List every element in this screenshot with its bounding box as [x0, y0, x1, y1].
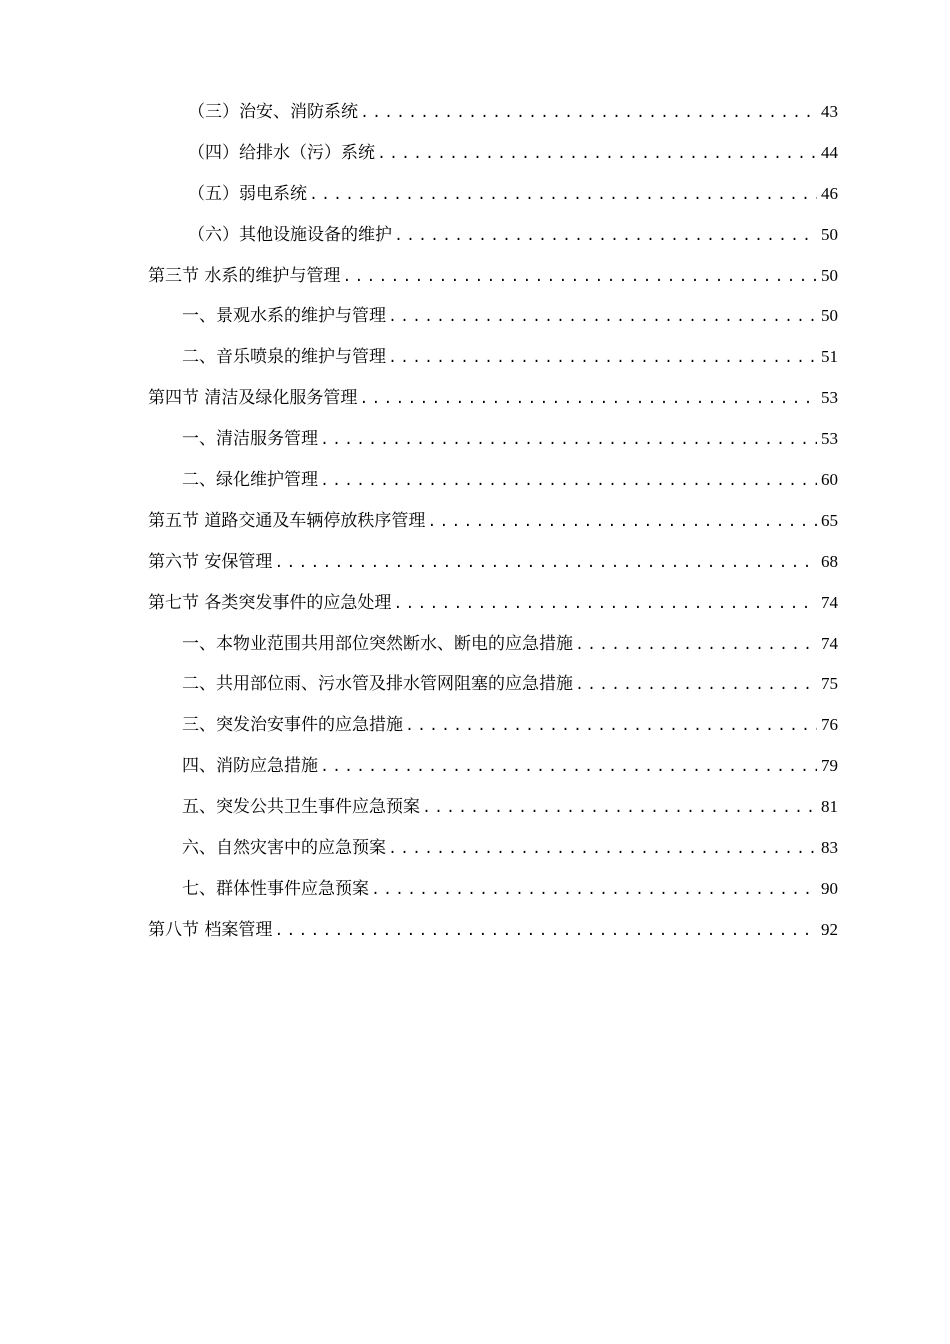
toc-entry-title: 四、消防应急措施	[182, 756, 318, 777]
dot-leader	[274, 544, 817, 585]
toc-entry-page: 90	[821, 878, 838, 898]
dot-leader	[422, 789, 817, 830]
dot-leader	[371, 871, 817, 912]
toc-entry-title: 第七节 各类突发事件的应急处理	[148, 592, 392, 613]
toc-entry-page: 43	[821, 102, 838, 121]
toc-entry[interactable]	[148, 624, 838, 665]
toc-entry-page: 81	[821, 797, 838, 817]
toc-entry-page: 68	[821, 551, 838, 571]
toc-entry-title: 第四节 清洁及绿化服务管理	[148, 388, 358, 409]
toc-entry-page: 44	[821, 142, 838, 162]
toc-entry[interactable]	[148, 174, 838, 215]
dot-leader	[309, 176, 817, 217]
toc-entry-title: 一、景观水系的维护与管理	[182, 306, 386, 327]
dot-leader	[388, 830, 817, 871]
dot-leader	[320, 421, 817, 462]
toc-entry-title: 一、清洁服务管理	[182, 429, 318, 450]
toc-entry-page: 83	[821, 838, 838, 858]
toc-entry-title: 二、绿化维护管理	[182, 470, 318, 491]
toc-entry-title: 六、自然灾害中的应急预案	[182, 838, 386, 859]
dot-leader	[575, 666, 817, 707]
dot-leader	[274, 912, 817, 953]
toc-entry-title: 二、音乐喷泉的维护与管理	[182, 347, 386, 368]
toc-entry[interactable]	[148, 910, 838, 951]
toc-entry-page: 46	[821, 183, 838, 203]
toc-entry[interactable]	[148, 92, 838, 133]
toc-entry-title: （三）治安、消防系统	[188, 102, 358, 122]
toc-entry-title: 一、本物业范围共用部位突然断水、断电的应急措施	[182, 633, 573, 654]
table-of-contents	[148, 92, 838, 951]
dot-leader	[405, 707, 817, 748]
toc-entry-page: 76	[821, 715, 838, 735]
toc-entry-page: 50	[821, 306, 838, 326]
toc-entry[interactable]	[148, 746, 838, 787]
toc-entry[interactable]	[148, 378, 838, 419]
toc-entry-page: 75	[821, 674, 838, 694]
toc-entry-page: 92	[821, 919, 838, 939]
dot-leader	[359, 380, 817, 421]
toc-entry-title: 第六节 安保管理	[148, 551, 273, 572]
toc-entry-page: 53	[821, 388, 838, 408]
dot-leader	[320, 748, 817, 789]
toc-entry[interactable]	[148, 787, 838, 828]
toc-entry[interactable]	[148, 869, 838, 910]
toc-entry[interactable]	[148, 460, 838, 501]
toc-entry-title: 二、共用部位雨、污水管及排水管网阻塞的应急措施	[182, 674, 573, 695]
dot-leader	[377, 135, 817, 176]
toc-entry-page: 53	[821, 429, 838, 449]
toc-entry-page: 60	[821, 470, 838, 490]
toc-entry-title: 三、突发治安事件的应急措施	[182, 715, 403, 736]
toc-entry[interactable]	[148, 542, 838, 583]
toc-entry[interactable]	[148, 256, 838, 297]
dot-leader	[342, 258, 817, 299]
toc-entry-title: 五、突发公共卫生事件应急预案	[182, 797, 420, 818]
toc-entry-page: 74	[821, 592, 838, 612]
dot-leader	[360, 94, 817, 135]
dot-leader	[394, 217, 817, 258]
toc-entry-page: 65	[821, 510, 838, 530]
dot-leader	[388, 339, 817, 380]
dot-leader	[393, 585, 817, 626]
toc-entry-title: （六）其他设施设备的维护	[188, 224, 392, 245]
dot-leader	[388, 298, 817, 339]
toc-entry-title: 第五节 道路交通及车辆停放秩序管理	[148, 510, 426, 531]
toc-entry[interactable]	[148, 705, 838, 746]
toc-entry-title: （五）弱电系统	[188, 183, 307, 204]
toc-entry[interactable]	[148, 337, 838, 378]
toc-entry-page: 50	[821, 265, 838, 285]
toc-entry-page: 74	[821, 633, 838, 653]
toc-entry[interactable]	[148, 664, 838, 705]
toc-entry-page: 50	[821, 224, 838, 244]
dot-leader	[320, 462, 817, 503]
toc-entry[interactable]	[148, 296, 838, 337]
dot-leader	[427, 503, 817, 544]
toc-entry-title: （四）给排水（污）系统	[188, 142, 375, 163]
toc-entry[interactable]	[148, 215, 838, 256]
toc-entry[interactable]	[148, 133, 838, 174]
toc-entry-page: 79	[821, 756, 838, 776]
toc-entry-title: 七、群体性事件应急预案	[182, 878, 369, 899]
toc-entry[interactable]	[148, 501, 838, 542]
dot-leader	[575, 626, 817, 667]
toc-entry[interactable]	[148, 419, 838, 460]
toc-entry-title: 第八节 档案管理	[148, 919, 273, 940]
toc-entry[interactable]	[148, 583, 838, 624]
toc-entry-title: 第三节 水系的维护与管理	[148, 265, 341, 286]
toc-entry-page: 51	[821, 347, 838, 367]
toc-entry[interactable]	[148, 828, 838, 869]
